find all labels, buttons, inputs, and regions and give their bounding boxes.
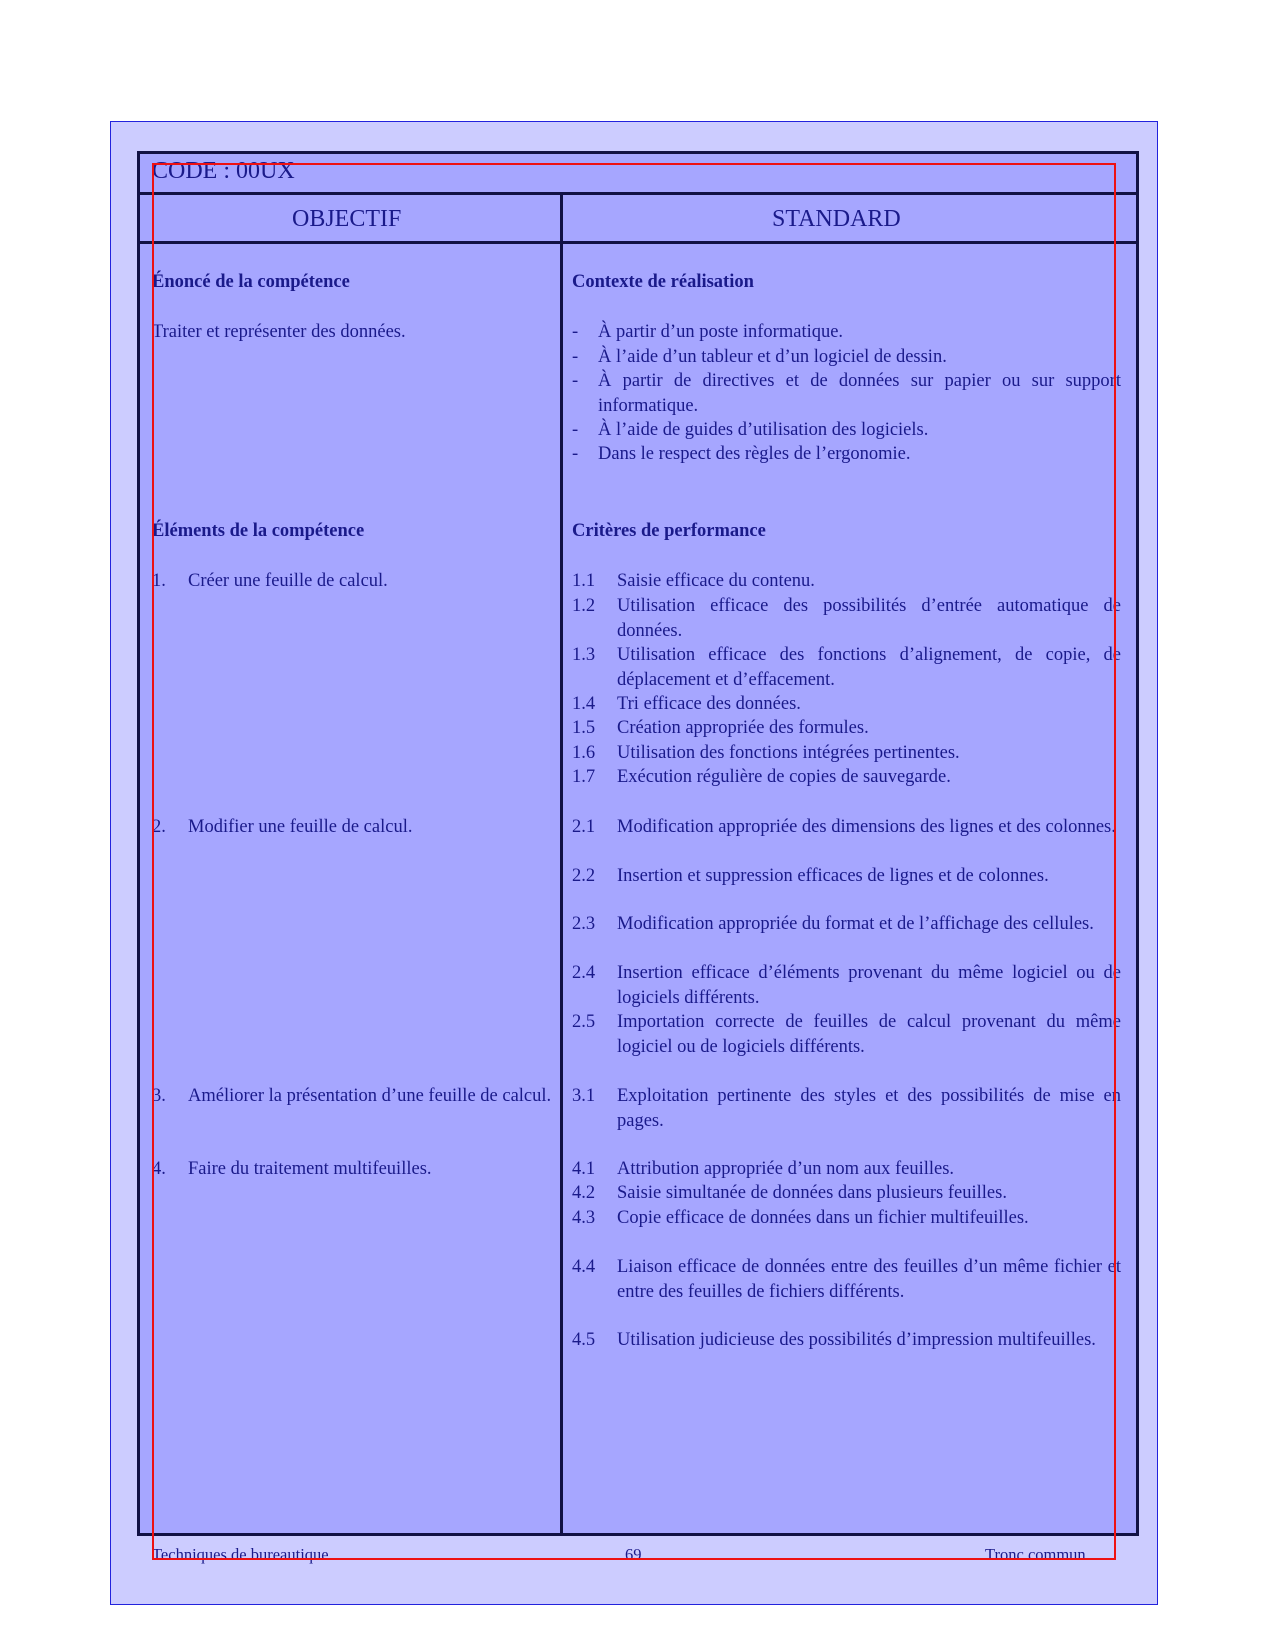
contexte-bullet: -	[572, 322, 579, 342]
column-header-standard: STANDARD	[772, 206, 901, 232]
criterion-number: 2.2	[572, 866, 596, 886]
criterion-text: Copie efficace de données dans un fichier multifeuilles.	[617, 1208, 1029, 1228]
criterion-text: Utilisation efficace des possibilités d’entrée automatique de données.	[617, 596, 1121, 641]
criterion-number: 1.5	[572, 718, 596, 738]
contexte-item: À partir de directives et de données sur papier ou sur support informatique.	[598, 371, 1121, 416]
contexte-bullet: -	[572, 347, 579, 367]
criterion-text: Utilisation efficace des fonctions d’alignement, de copie, de déplacement et d’effacement.	[617, 645, 1121, 690]
criterion-text: Insertion efficace d’éléments provenant du même logiciel ou de logiciels différents.	[617, 963, 1121, 1008]
column-header-objectif: OBJECTIF	[292, 206, 402, 232]
criterion-text: Saisie efficace du contenu.	[617, 571, 815, 591]
element-number: 1.	[152, 571, 166, 591]
elements-heading: Éléments de la compétence	[152, 521, 365, 541]
criterion-number: 2.3	[572, 914, 596, 934]
criterion-text: Modification appropriée des dimensions des lignes et des colonnes.	[617, 817, 1116, 837]
criterion-number: 1.7	[572, 767, 596, 787]
header-rule	[140, 192, 1136, 195]
criterion-number: 1.6	[572, 743, 596, 763]
contexte-item: À partir d’un poste informatique.	[598, 322, 844, 342]
criterion-text: Importation correcte de feuilles de calcul provenant du même logiciel ou de logiciels différents.	[617, 1012, 1121, 1057]
criterion-number: 1.3	[572, 645, 596, 665]
criterion-text: Tri efficace des données.	[617, 694, 801, 714]
criterion-text: Liaison efficace de données entre des feuilles d’un même fichier et entre des feuilles de fichiers différents.	[617, 1257, 1121, 1302]
criterion-number: 4.3	[572, 1208, 596, 1228]
element-number: 4.	[152, 1159, 166, 1179]
element-text: Améliorer la présentation d’une feuille de calcul.	[188, 1086, 552, 1106]
criterion-text: Attribution appropriée d’un nom aux feuilles.	[617, 1159, 955, 1179]
footer-page-number: 69	[625, 1545, 642, 1564]
criterion-number: 2.1	[572, 817, 596, 837]
criterion-number: 3.1	[572, 1086, 596, 1106]
contexte-item: Dans le respect des règles de l’ergonomie.	[598, 444, 911, 464]
criterion-number: 2.4	[572, 963, 596, 983]
criterion-number: 4.2	[572, 1183, 596, 1203]
contexte-item: À l’aide de guides d’utilisation des logiciels.	[598, 420, 929, 440]
contexte-bullet: -	[572, 444, 579, 464]
criterion-number: 4.4	[572, 1257, 596, 1277]
criterion-text: Utilisation des fonctions intégrées pertinentes.	[617, 743, 960, 763]
contexte-bullet: -	[572, 371, 579, 391]
enonce-text: Traiter et représenter des données.	[152, 322, 406, 342]
criterion-number: 1.2	[572, 596, 596, 616]
criterion-text: Utilisation judicieuse des possibilités d’impression multifeuilles.	[617, 1330, 1096, 1350]
element-number: 2.	[152, 817, 166, 837]
criterion-text: Modification appropriée du format et de l’affichage des cellules.	[617, 914, 1094, 934]
document-code: CODE : 00UX	[152, 158, 295, 184]
criterion-number: 1.4	[572, 694, 596, 714]
criteres-heading: Critères de performance	[572, 521, 766, 541]
footer-right: Tronc commun	[985, 1545, 1086, 1564]
contexte-bullet: -	[572, 420, 579, 440]
enonce-heading: Énoncé de la compétence	[152, 272, 350, 292]
criterion-text: Saisie simultanée de données dans plusieurs feuilles.	[617, 1183, 1007, 1203]
footer-left: Techniques de bureautique	[152, 1545, 329, 1564]
criterion-text: Création appropriée des formules.	[617, 718, 869, 738]
contexte-heading: Contexte de réalisation	[572, 272, 754, 292]
criterion-number: 4.5	[572, 1330, 596, 1350]
column-divider	[560, 192, 563, 1533]
element-text: Créer une feuille de calcul.	[188, 571, 388, 591]
element-text: Modifier une feuille de calcul.	[188, 817, 413, 837]
criterion-number: 2.5	[572, 1012, 596, 1032]
element-number: 3.	[152, 1086, 166, 1106]
element-text: Faire du traitement multifeuilles.	[188, 1159, 432, 1179]
criterion-number: 4.1	[572, 1159, 596, 1179]
criterion-text: Exécution régulière de copies de sauvegarde.	[617, 767, 951, 787]
criterion-text: Insertion et suppression efficaces de lignes et de colonnes.	[617, 866, 1049, 886]
criterion-number: 1.1	[572, 571, 596, 591]
columns-rule	[140, 241, 1136, 244]
contexte-item: À l’aide d’un tableur et d’un logiciel de dessin.	[598, 347, 947, 367]
criterion-text: Exploitation pertinente des styles et des possibilités de mise en pages.	[617, 1086, 1121, 1131]
